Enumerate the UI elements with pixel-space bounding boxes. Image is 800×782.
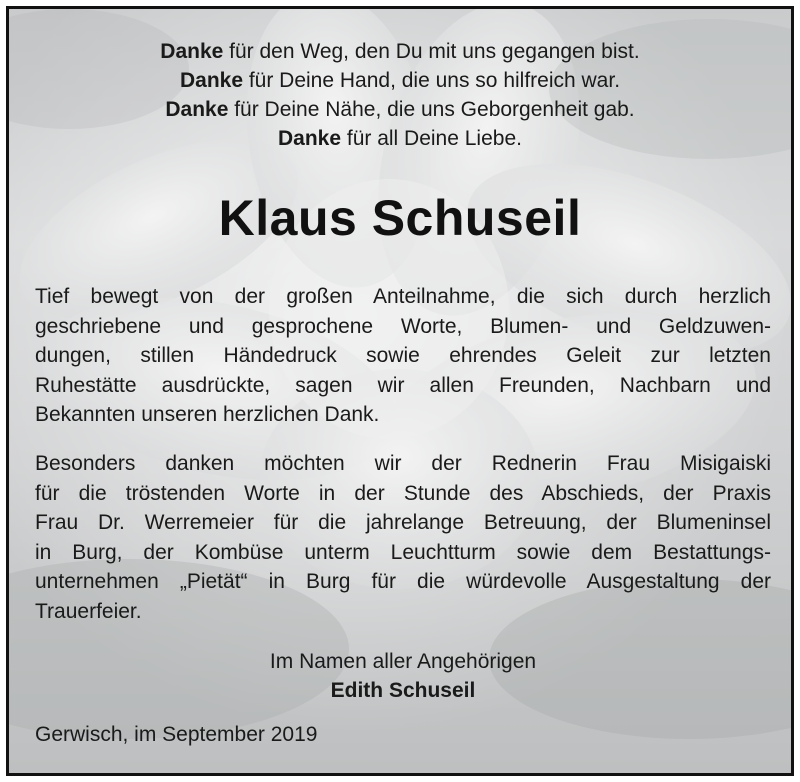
verse [9, 37, 791, 153]
paragraph-line: unternehmen „Pietät“ in Burg für die würdevolle Ausgestaltung der [35, 570, 771, 593]
verse-line: Danke für den Weg, den Du mit uns gegangen bist. [160, 40, 640, 63]
paragraph-line: Tief bewegt von der großen Anteilnahme, die sich durch herzlich [35, 285, 771, 308]
paragraph-line: Trauerfeier. [35, 599, 142, 623]
signature-intro: Im Namen aller Angehörigen [269, 650, 537, 673]
signature-block [9, 647, 794, 705]
deceased-name: Klaus Schuseil [218, 190, 582, 246]
paragraph-line: Frau Dr. Werremeier für die jahrelange Betreuung, der Blumeninsel [35, 511, 771, 534]
paragraph-line: geschriebene und gesprochene Worte, Blumen- und Geldzuwen- [35, 314, 771, 338]
obituary-frame [6, 6, 794, 776]
paragraph-line: für die tröstenden Worte in der Stunde des Abschieds, der Praxis [35, 481, 771, 505]
signer-name: Edith Schuseil [330, 679, 476, 702]
paragraph-line: in Burg, der Kombüse unterm Leuchtturm sowie dem Bestattungs- [35, 540, 771, 564]
verse-line: Danke für Deine Hand, die uns so hilfreich war. [179, 69, 621, 92]
paragraph-line: Ruhestätte ausdrückte, sagen wir allen Freunden, Nachbarn und [35, 373, 771, 397]
verse-line: Danke für all Deine Liebe. [278, 127, 522, 150]
paragraph-line: dungen, stillen Händedruck sowie ehrendes Geleit zur letzten [35, 344, 771, 367]
place-and-date: Gerwisch, im September 2019 [35, 723, 318, 746]
paragraph-line: Bekannten unseren herzlichen Dank. [35, 403, 380, 426]
verse-line: Danke für Deine Nähe, die uns Geborgenheit gab. [165, 98, 635, 121]
paragraph-line: Besonders danken möchten wir der Rednerin Frau Misigaiski [35, 452, 771, 475]
thanks-paragraph [35, 282, 771, 430]
special-thanks-paragraph [35, 449, 771, 626]
